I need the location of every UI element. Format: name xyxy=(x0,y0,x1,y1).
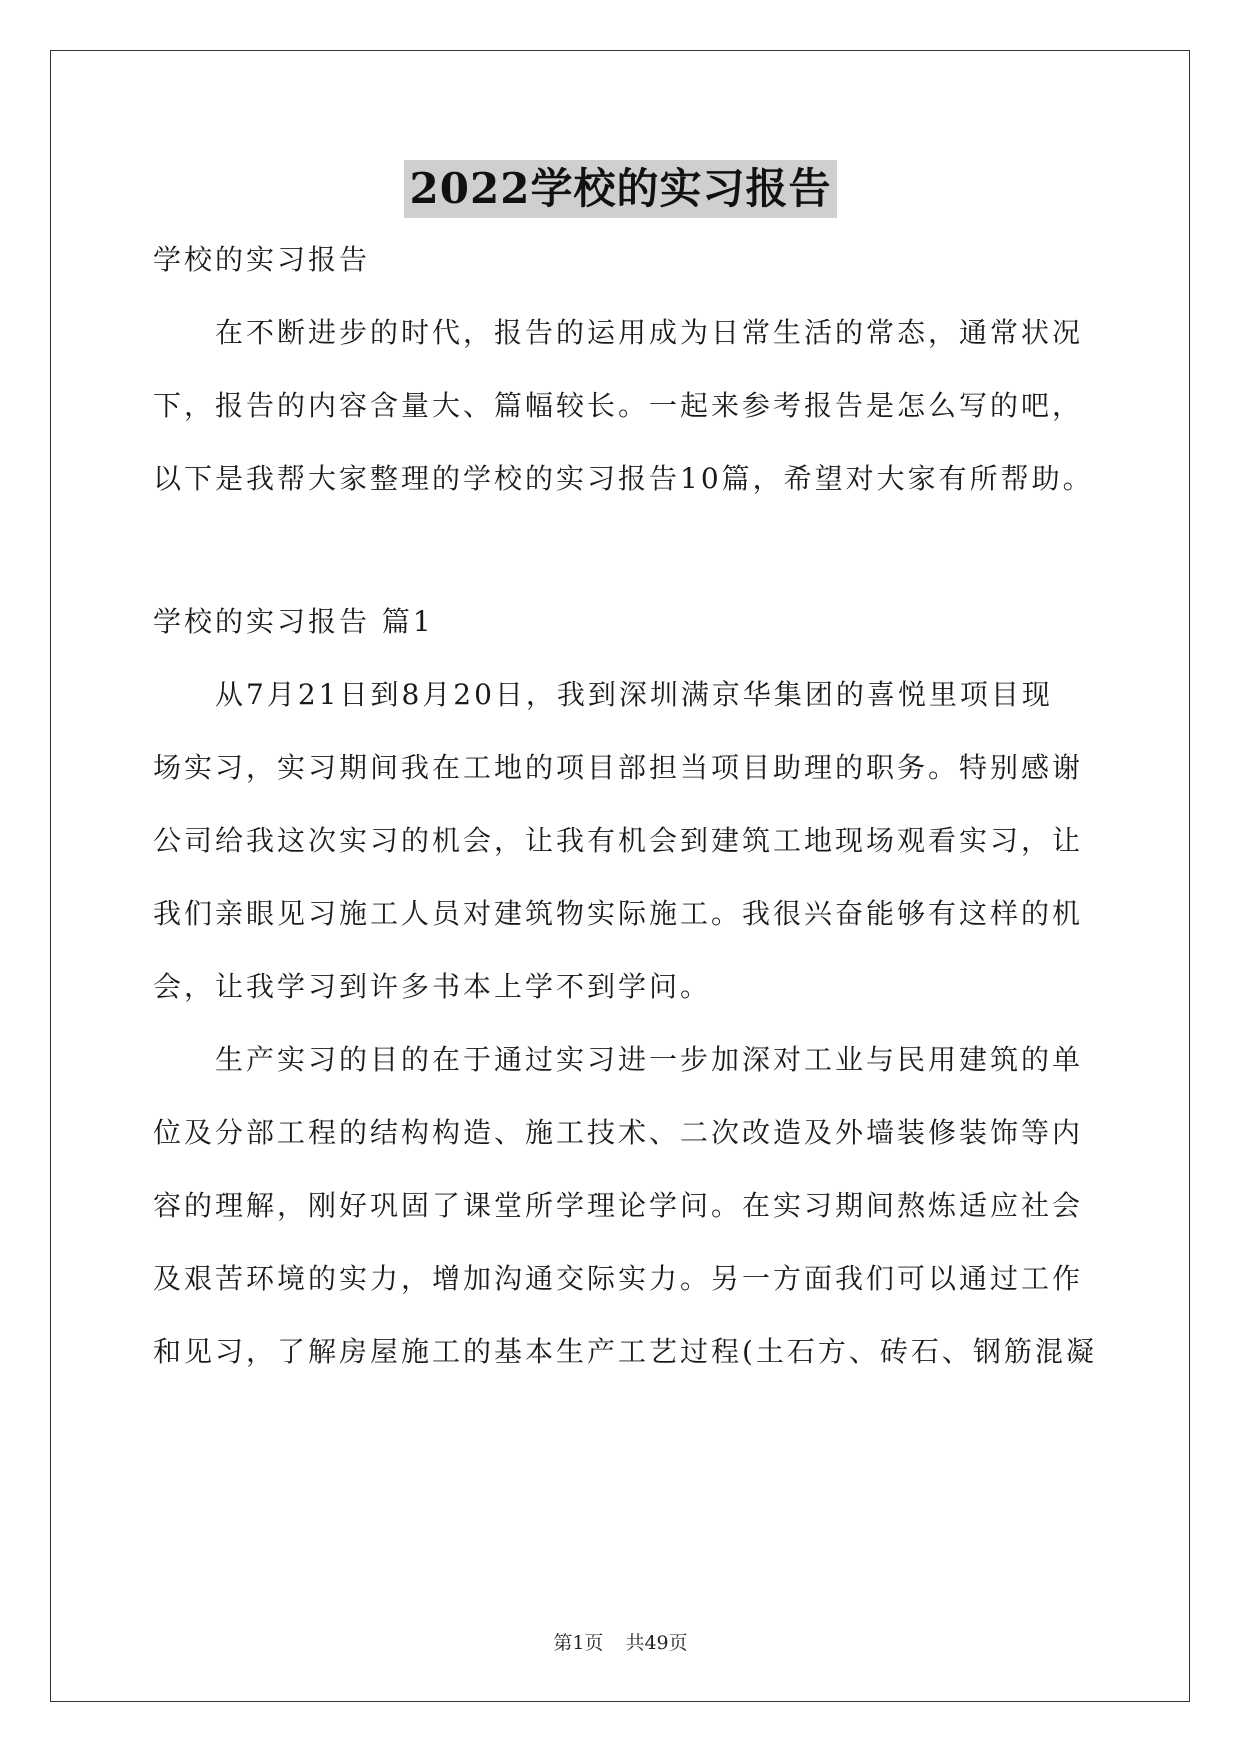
paragraph-line: 和见习，了解房屋施工的基本生产工艺过程(土石方、砖石、钢筋混凝 xyxy=(153,1335,1097,1368)
paragraph-line: 会，让我学习到许多书本上学不到学问。 xyxy=(153,970,712,1003)
paragraph-line: 以下是我帮大家整理的学校的实习报告10篇，希望对大家有所帮助。 xyxy=(153,462,1094,495)
page-number: 第1页 xyxy=(553,1632,604,1654)
title-container xyxy=(0,160,1241,218)
paragraph-line: 下，报告的内容含量大、篇幅较长。一起来参考报告是怎么写的吧， xyxy=(153,389,1084,422)
page-border xyxy=(50,50,1190,1702)
paragraph-line: 容的理解，刚好巩固了课堂所学理论学问。在实习期间熬炼适应社会 xyxy=(153,1189,1084,1222)
page-footer xyxy=(0,1628,1241,1655)
section-heading: 学校的实习报告 篇1 xyxy=(153,605,434,638)
paragraph-line: 我们亲眼见习施工人员对建筑物实际施工。我很兴奋能够有这样的机 xyxy=(153,897,1084,930)
paragraph-line: 及艰苦环境的实力，增加沟通交际实力。另一方面我们可以通过工作 xyxy=(153,1262,1084,1295)
paragraph-line: 场实习，实习期间我在工地的项目部担当项目助理的职务。特别感谢 xyxy=(153,751,1084,784)
paragraph-line: 位及分部工程的结构构造、施工技术、二次改造及外墙装修装饰等内 xyxy=(153,1116,1084,1149)
paragraph-line: 生产实习的目的在于通过实习进一步加深对工业与民用建筑的单 xyxy=(215,1043,1084,1076)
paragraph-line: 在不断进步的时代，报告的运用成为日常生活的常态，通常状况 xyxy=(215,316,1084,349)
section-heading: 学校的实习报告 xyxy=(153,243,371,276)
paragraph-line: 公司给我这次实习的机会，让我有机会到建筑工地现场观看实习，让 xyxy=(153,824,1084,857)
page-total: 共49页 xyxy=(625,1632,688,1654)
paragraph-line: 从7月21日到8月20日，我到深圳满京华集团的喜悦里项目现 xyxy=(215,678,1053,711)
document-title: 2022学校的实习报告 xyxy=(404,160,838,218)
